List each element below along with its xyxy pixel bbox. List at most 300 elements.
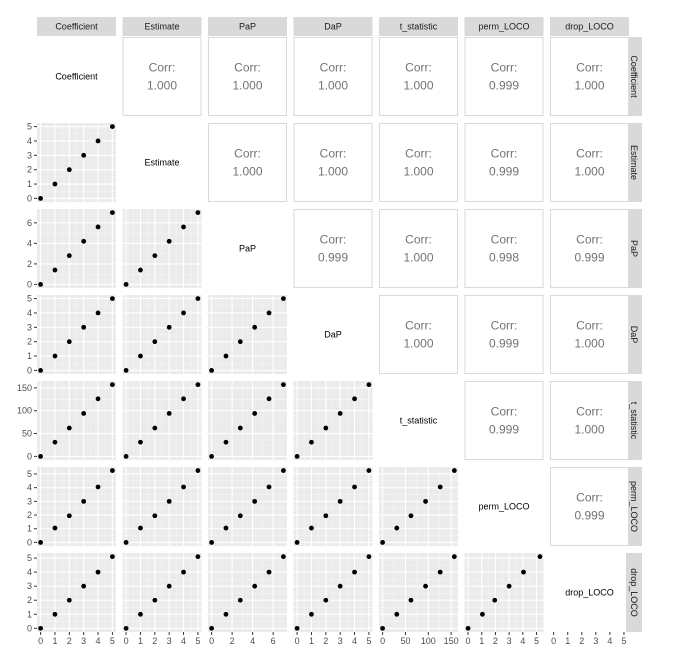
data-point <box>196 296 201 301</box>
data-point <box>138 440 143 445</box>
corr-value: 0.999 <box>488 336 520 351</box>
data-point <box>409 598 414 603</box>
panel-t-statistic-vs-estimate <box>123 381 202 460</box>
row-strip-label: perm_LOCO <box>629 480 639 533</box>
data-point <box>67 339 72 344</box>
data-point <box>423 499 428 504</box>
corr-label: Corr: <box>490 60 518 75</box>
scatter-panel-background <box>208 467 287 546</box>
column-strip-estimate <box>123 17 202 36</box>
data-point <box>409 513 414 518</box>
correlation-panel-border <box>465 210 543 288</box>
data-point <box>323 598 328 603</box>
data-point <box>53 526 58 531</box>
panel-coefficient-vs-pap <box>209 38 287 116</box>
y-tick-label: 2 <box>26 510 32 521</box>
corr-label: Corr: <box>576 232 603 247</box>
x-tick-label: 4 <box>352 636 358 646</box>
column-strip-dap <box>294 17 373 36</box>
data-point <box>367 468 372 473</box>
row-strip-label: PaP <box>629 239 639 258</box>
x-axis-dap <box>295 632 372 646</box>
correlation-panel-border <box>551 124 629 202</box>
x-tick-label: 0 <box>209 636 215 646</box>
data-point <box>96 311 101 316</box>
data-point <box>196 468 201 473</box>
x-tick-label: 2 <box>492 636 498 646</box>
data-point <box>181 485 186 490</box>
panel-estimate-vs-drop-loco <box>551 124 629 202</box>
panel-dap-vs-estimate <box>123 295 202 374</box>
panel-dap-vs-dap <box>324 330 342 340</box>
data-point <box>67 167 72 172</box>
data-point <box>492 598 497 603</box>
y-tick-label: 2 <box>26 164 32 175</box>
data-point <box>352 396 357 401</box>
data-point <box>124 626 129 631</box>
data-point <box>81 325 86 330</box>
data-point <box>267 396 272 401</box>
row-strip-label: t_statistic <box>629 401 639 440</box>
column-strip-label: t_statistic <box>399 21 438 32</box>
panel-drop-loco-vs-perm-loco <box>465 553 544 632</box>
panel-coefficient-vs-drop-loco <box>551 38 629 116</box>
column-strip-label: PaP <box>238 21 257 32</box>
data-point <box>367 554 372 559</box>
corr-value: 1.000 <box>317 78 349 93</box>
panel-dap-vs-t-statistic <box>380 296 458 374</box>
x-tick-label: 3 <box>506 636 512 646</box>
x-tick-label: 1 <box>565 636 571 646</box>
y-tick-label: 100 <box>16 405 32 416</box>
corr-label: Corr: <box>234 60 261 75</box>
corr-value: 0.999 <box>317 250 349 265</box>
data-point <box>238 426 243 431</box>
scatter-panel-background <box>208 381 287 460</box>
corr-value: 1.000 <box>574 164 605 179</box>
row-strip-drop-loco <box>626 553 642 632</box>
y-tick-label: 0 <box>26 451 32 462</box>
data-point <box>167 411 172 416</box>
correlation-panel-border <box>380 210 458 288</box>
data-point <box>110 210 115 215</box>
correlation-panel-border <box>465 382 543 460</box>
correlation-panel-border <box>380 38 458 116</box>
data-point <box>309 612 314 617</box>
panel-pap-vs-drop-loco <box>551 210 629 288</box>
correlation-panel-border <box>551 382 629 460</box>
data-point <box>466 626 471 631</box>
x-tick-label: 3 <box>593 636 599 646</box>
x-tick-label: 0 <box>294 636 300 646</box>
data-point <box>281 296 286 301</box>
x-tick-label: 4 <box>181 636 187 646</box>
y-tick-label: 3 <box>26 581 32 592</box>
panel-perm-loco-vs-pap <box>208 467 287 546</box>
data-point <box>124 368 129 373</box>
data-point <box>152 426 157 431</box>
x-tick-label: 5 <box>534 636 540 646</box>
data-point <box>267 485 272 490</box>
data-point <box>138 612 143 617</box>
x-tick-label: 0 <box>551 636 557 646</box>
y-axis-perm-loco <box>27 469 37 547</box>
data-point <box>521 570 526 575</box>
panel-pap-vs-t-statistic <box>380 210 458 288</box>
x-tick-label: 4 <box>607 636 613 646</box>
panel-t-statistic-vs-drop-loco <box>551 382 629 460</box>
y-tick-label: 0 <box>26 365 32 376</box>
y-tick-label: 5 <box>26 121 32 132</box>
data-point <box>224 354 229 359</box>
corr-label: Corr: <box>405 60 432 75</box>
data-point <box>209 626 214 631</box>
data-point <box>238 339 243 344</box>
data-point <box>138 526 143 531</box>
correlation-panel-border <box>380 296 458 374</box>
data-point <box>152 513 157 518</box>
x-tick-label: 6 <box>270 636 276 646</box>
x-axis-estimate <box>124 632 201 646</box>
x-tick-label: 4 <box>250 636 256 646</box>
corr-label: Corr: <box>490 146 518 161</box>
corr-label: Corr: <box>576 318 603 333</box>
x-tick-label: 2 <box>323 636 329 646</box>
panel-perm-loco-vs-dap <box>294 467 373 546</box>
diagonal-label: t_statistic <box>399 415 438 426</box>
y-tick-label: 0 <box>26 193 32 204</box>
panel-coefficient-vs-t-statistic <box>380 38 458 116</box>
x-tick-label: 4 <box>520 636 526 646</box>
corr-label: Corr: <box>405 232 432 247</box>
data-point <box>67 513 72 518</box>
data-point <box>181 225 186 230</box>
x-tick-label: 150 <box>443 636 459 646</box>
corr-value: 0.999 <box>488 164 520 179</box>
panel-perm-loco-vs-perm-loco <box>478 502 529 512</box>
panel-coefficient-vs-perm-loco <box>465 38 543 116</box>
data-point <box>295 540 300 545</box>
x-tick-label: 0 <box>38 636 44 646</box>
panel-pap-vs-perm-loco <box>465 210 543 288</box>
data-point <box>110 382 115 387</box>
corr-value: 0.998 <box>488 250 520 265</box>
data-point <box>423 584 428 589</box>
correlation-panel-border <box>294 124 372 202</box>
corr-label: Corr: <box>319 232 347 247</box>
correlation-panel-border <box>380 124 458 202</box>
column-strip-label: Coefficient <box>55 21 98 32</box>
corr-value: 0.999 <box>574 508 605 523</box>
data-point <box>309 440 314 445</box>
correlation-panel-border <box>209 38 287 116</box>
column-strip-label: DaP <box>324 21 342 32</box>
data-point <box>281 382 286 387</box>
data-point <box>124 540 129 545</box>
data-point <box>267 311 272 316</box>
y-tick-label: 1 <box>26 523 32 534</box>
data-point <box>38 540 43 545</box>
data-point <box>38 196 43 201</box>
data-point <box>53 440 58 445</box>
panel-drop-loco-vs-drop-loco <box>565 588 614 598</box>
correlation-panel-border <box>551 468 629 546</box>
data-point <box>38 368 43 373</box>
panel-estimate-vs-pap <box>209 124 287 202</box>
y-tick-label: 2 <box>26 258 32 269</box>
data-point <box>53 182 58 187</box>
data-point <box>238 598 243 603</box>
panel-dap-vs-coefficient <box>37 295 116 374</box>
data-point <box>252 499 257 504</box>
data-point <box>110 554 115 559</box>
y-tick-label: 1 <box>26 179 32 190</box>
data-point <box>124 282 129 287</box>
panel-perm-loco-vs-estimate <box>123 467 202 546</box>
data-point <box>295 454 300 459</box>
data-point <box>181 396 186 401</box>
correlation-panel-border <box>551 296 629 374</box>
panel-drop-loco-vs-pap <box>208 553 287 632</box>
y-tick-label: 4 <box>26 567 32 578</box>
x-tick-label: 2 <box>229 636 235 646</box>
data-point <box>196 554 201 559</box>
data-point <box>67 598 72 603</box>
data-point <box>394 612 399 617</box>
data-point <box>96 396 101 401</box>
data-point <box>96 225 101 230</box>
data-point <box>53 268 58 273</box>
data-point <box>281 468 286 473</box>
data-point <box>480 612 485 617</box>
data-point <box>81 239 86 244</box>
data-point <box>196 210 201 215</box>
data-point <box>196 382 201 387</box>
x-tick-label: 1 <box>52 636 58 646</box>
panel-dap-vs-drop-loco <box>551 296 629 374</box>
y-tick-label: 5 <box>26 553 32 564</box>
corr-value: 1.000 <box>403 78 434 93</box>
y-tick-label: 50 <box>21 428 32 439</box>
data-point <box>323 513 328 518</box>
data-point <box>252 325 257 330</box>
data-point <box>452 554 457 559</box>
correlation-panel-border <box>209 124 287 202</box>
x-tick-label: 0 <box>123 636 129 646</box>
corr-label: Corr: <box>576 60 603 75</box>
data-point <box>367 382 372 387</box>
corr-value: 1.000 <box>146 78 178 93</box>
data-point <box>96 139 101 144</box>
corr-label: Corr: <box>490 404 518 419</box>
data-point <box>438 485 443 490</box>
data-point <box>238 513 243 518</box>
x-axis-drop-loco <box>551 632 626 646</box>
x-axis-coefficient <box>38 632 115 646</box>
y-tick-label: 0 <box>26 537 32 548</box>
diagonal-label: DaP <box>324 329 342 340</box>
corr-label: Corr: <box>405 146 432 161</box>
data-point <box>209 454 214 459</box>
data-point <box>224 526 229 531</box>
data-point <box>138 268 143 273</box>
column-strip-label: Estimate <box>144 21 180 32</box>
diagonal-label: PaP <box>238 243 257 254</box>
panel-perm-loco-vs-t-statistic <box>379 467 458 546</box>
panel-pap-vs-pap <box>239 244 256 254</box>
panel-dap-vs-perm-loco <box>465 296 543 374</box>
data-point <box>152 253 157 258</box>
panel-coefficient-vs-estimate <box>123 38 201 116</box>
panel-t-statistic-vs-dap <box>294 381 373 460</box>
data-point <box>110 296 115 301</box>
y-tick-label: 4 <box>26 307 32 318</box>
corr-value: 1.000 <box>403 250 434 265</box>
data-point <box>67 426 72 431</box>
corr-label: Corr: <box>405 318 432 333</box>
diagonal-label: Estimate <box>144 157 180 168</box>
data-point <box>394 526 399 531</box>
scatter-panel-background <box>379 467 458 546</box>
corr-value: 1.000 <box>317 164 349 179</box>
corr-value: 1.000 <box>403 336 434 351</box>
data-point <box>138 354 143 359</box>
panel-estimate-vs-estimate <box>144 158 179 168</box>
corr-label: Corr: <box>234 146 261 161</box>
y-tick-label: 4 <box>26 482 32 493</box>
data-point <box>252 411 257 416</box>
y-tick-label: 6 <box>26 217 32 228</box>
row-strip-label: DaP <box>629 325 639 344</box>
data-point <box>124 454 129 459</box>
data-point <box>152 598 157 603</box>
corr-value: 1.000 <box>232 78 263 93</box>
panel-t-statistic-vs-perm-loco <box>465 382 543 460</box>
data-point <box>352 570 357 575</box>
panel-estimate-vs-t-statistic <box>380 124 458 202</box>
diagonal-label: perm_LOCO <box>478 501 530 512</box>
data-point <box>181 311 186 316</box>
data-point <box>323 426 328 431</box>
panel-estimate-vs-perm-loco <box>465 124 543 202</box>
y-tick-label: 3 <box>26 322 32 333</box>
column-strip-pap <box>208 17 287 36</box>
data-point <box>53 354 58 359</box>
y-axis-estimate <box>27 122 37 204</box>
corr-value: 1.000 <box>574 422 605 437</box>
panel-dap-vs-pap <box>208 295 287 374</box>
panel-pap-vs-estimate <box>123 209 202 288</box>
panel-pap-vs-dap <box>294 210 372 288</box>
x-tick-label: 1 <box>308 636 314 646</box>
y-tick-label: 2 <box>26 336 32 347</box>
correlation-panel-border <box>465 38 543 116</box>
data-point <box>295 626 300 631</box>
data-point <box>38 626 43 631</box>
column-strip-t-statistic <box>379 17 458 36</box>
column-strip-perm-loco <box>465 17 544 36</box>
y-axis-dap <box>27 294 37 376</box>
data-point <box>380 540 385 545</box>
column-strip-label: drop_LOCO <box>565 21 614 32</box>
panel-t-statistic-vs-coefficient <box>37 381 116 460</box>
y-tick-label: 3 <box>26 150 32 161</box>
panel-drop-loco-vs-coefficient <box>37 553 116 632</box>
y-tick-label: 0 <box>26 623 32 634</box>
correlation-panel-border <box>123 38 201 116</box>
panel-drop-loco-vs-estimate <box>123 553 202 632</box>
corr-value: 1.000 <box>574 336 605 351</box>
correlation-panel-border <box>551 210 629 288</box>
data-point <box>380 626 385 631</box>
correlation-panel-border <box>465 124 543 202</box>
y-axis-t-statistic <box>17 383 37 462</box>
y-tick-label: 4 <box>26 238 32 249</box>
panel-perm-loco-vs-drop-loco <box>551 468 629 546</box>
column-strip-drop-loco <box>550 17 629 36</box>
y-axis-drop-loco <box>27 553 37 633</box>
data-point <box>267 570 272 575</box>
data-point <box>110 124 115 129</box>
x-tick-label: 5 <box>621 636 627 646</box>
x-tick-label: 4 <box>95 636 101 646</box>
data-point <box>438 570 443 575</box>
correlation-panel-border <box>465 296 543 374</box>
x-axis-pap <box>209 632 276 646</box>
data-point <box>181 570 186 575</box>
data-point <box>81 499 86 504</box>
x-tick-label: 50 <box>400 636 411 646</box>
x-tick-label: 2 <box>579 636 585 646</box>
data-point <box>110 468 115 473</box>
x-tick-label: 1 <box>479 636 485 646</box>
x-tick-label: 5 <box>366 636 372 646</box>
data-point <box>81 584 86 589</box>
y-tick-label: 2 <box>26 595 32 606</box>
panel-drop-loco-vs-t-statistic <box>379 553 458 632</box>
data-point <box>538 554 543 559</box>
diagonal-label: Coefficient <box>55 71 98 82</box>
x-tick-label: 2 <box>66 636 72 646</box>
x-tick-label: 0 <box>465 636 471 646</box>
panel-coefficient-vs-coefficient <box>55 72 98 82</box>
y-tick-label: 150 <box>16 382 32 393</box>
panel-pap-vs-coefficient <box>37 209 116 288</box>
panel-drop-loco-vs-dap <box>294 553 373 632</box>
panel-t-statistic-vs-t-statistic <box>400 416 438 426</box>
data-point <box>338 584 343 589</box>
corr-value: 1.000 <box>574 78 605 93</box>
corr-label: Corr: <box>576 404 603 419</box>
panel-estimate-vs-dap <box>294 124 372 202</box>
corr-label: Corr: <box>490 232 518 247</box>
data-point <box>53 612 58 617</box>
data-point <box>252 584 257 589</box>
x-tick-label: 2 <box>152 636 158 646</box>
y-tick-label: 1 <box>26 351 32 362</box>
corr-value: 1.000 <box>403 164 434 179</box>
x-tick-label: 5 <box>195 636 201 646</box>
corr-label: Corr: <box>319 60 347 75</box>
x-axis-t-statistic <box>380 632 459 646</box>
y-tick-label: 3 <box>26 496 32 507</box>
data-point <box>507 584 512 589</box>
data-point <box>209 368 214 373</box>
row-strip-label: Coefficient <box>629 55 639 98</box>
y-tick-label: 1 <box>26 609 32 620</box>
y-tick-label: 5 <box>26 293 32 304</box>
corr-value: 0.999 <box>488 422 520 437</box>
